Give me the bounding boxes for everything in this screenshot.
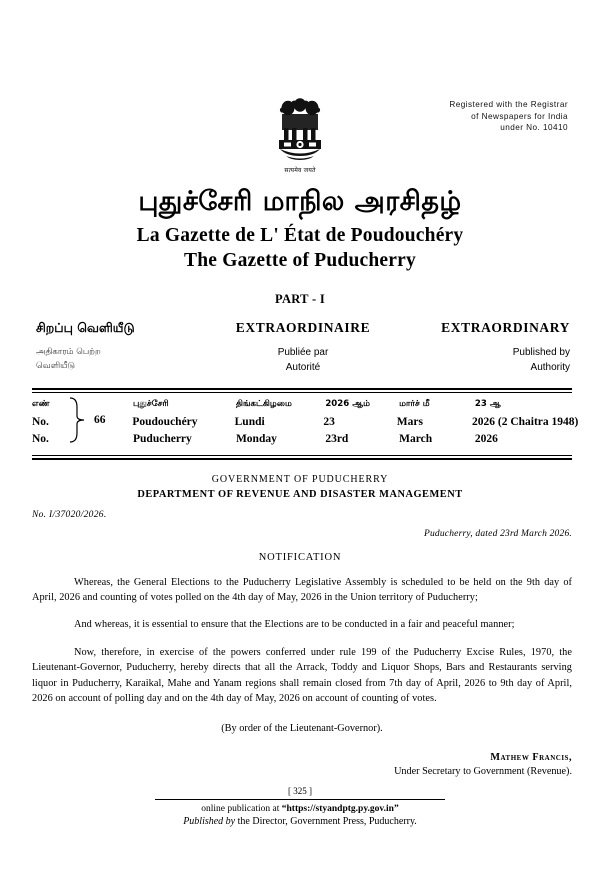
published-by-row [0, 346, 600, 375]
published-by-english-line2: Authority [530, 361, 570, 373]
published-by-italic: Published by [183, 815, 236, 827]
issue-label-french: No. [32, 415, 49, 428]
published-by-tamil [36, 346, 214, 375]
published-by-english [392, 346, 570, 375]
issue-row-french [32, 413, 579, 433]
issue-date-grid [32, 393, 579, 455]
ashoka-lion-capital-icon [274, 96, 326, 180]
datebox-bottom-rule [32, 455, 572, 460]
government-heading: GOVERNMENT OF PUDUCHERRY [211, 473, 389, 485]
extraordinary-row [0, 320, 600, 337]
online-publication-prefix: online publication at [201, 803, 282, 814]
published-by-english-line1: Published by [512, 347, 570, 359]
issue-number: 66 [94, 413, 106, 426]
registrar-line-2: of Newspapers for India [471, 111, 568, 121]
extraordinary-french: EXTRAORDINAIRE [235, 320, 371, 336]
signatory-name: Mathew Francis, [490, 751, 572, 763]
issue-date-french: 23 [323, 415, 335, 428]
gazette-title-english: The Gazette of Puducherry [184, 250, 416, 272]
issue-row-tamil [32, 399, 572, 416]
by-order-line: (By order of the Lieutenant-Governor). [221, 722, 383, 734]
issue-date-tamil: 2026 ஆம் [325, 398, 371, 409]
issue-day-french: Lundi [234, 415, 265, 428]
issue-place-english: Puducherry [133, 432, 192, 445]
page-number: [ 325 ] [288, 785, 312, 796]
issue-date-box [32, 388, 579, 459]
issue-row-english [32, 433, 572, 450]
extraordinary-english: EXTRAORDINARY [441, 320, 570, 336]
published-by-french-line2: Autorité [285, 361, 321, 373]
published-by-tamil-line1: அதிகாரம் பெற்ற [36, 347, 101, 358]
part-label: PART - I [274, 292, 326, 307]
signature-block [0, 752, 572, 777]
registrar-line-3: under No. 10410 [500, 123, 568, 133]
body-paragraph-2: And whereas, it is essential to ensure that the Elections are to be conducted in a fair and peaceful manner; [74, 619, 515, 631]
file-number: No. I/37020/2026. [32, 509, 107, 520]
registrar-note [449, 99, 568, 134]
registrar-line-1: Registered with the Registrar [449, 100, 568, 109]
published-by-french-line1: Publiée par [277, 347, 329, 359]
department-heading: DEPARTMENT OF REVENUE AND DISASTER MANAGEMENT [137, 488, 463, 500]
issue-label-tamil: எண் [32, 398, 50, 409]
issue-month-tamil: மார்ச் மீ [399, 398, 430, 409]
footer-divider [155, 799, 445, 800]
issue-day-tamil: திங்கட்கிழமை [235, 398, 292, 409]
published-by-line [0, 816, 600, 827]
issue-month-french: Mars [396, 415, 423, 428]
published-by-rest: the Director, Government Press, Puducherry. [235, 815, 417, 827]
gazette-title-tamil: புதுச்சேரி மாநில அரசிதழ் [138, 186, 462, 217]
emblem-motto: सत्यमेव जयते [284, 167, 316, 174]
footer-block [0, 804, 600, 827]
body-paragraph-3: Now, therefore, in exercise of the powers conferred under rule 199 of the Puducherry Excise Rules, 1970, the Lieutenant-Governor, Puducherry, hereby directs that all the Arrack, Toddy and Liquor Shops, Bars and Restaurants serving liquor in Puducherry, Karaikal, Mahe and Yanam regions shall remain closed from 7th day of April, 2026 to 9th day of April, 2026 on account of polling day and on the 4th day of May, 2026 on account of counting of votes. [32, 646, 572, 705]
published-by-french [214, 346, 392, 375]
issue-year-tamil: 23 ஆ [474, 398, 501, 409]
signatory-designation: Under Secretary to Government (Revenue). [394, 765, 572, 777]
issue-place-tamil: புதுச்சேரி [133, 398, 169, 409]
issue-month-english: March [399, 432, 433, 445]
notification-title: NOTIFICATION [258, 551, 342, 563]
extraordinary-tamil: சிறப்பு வெளியீடு [36, 320, 135, 336]
place-and-date: Puducherry, dated 23rd March 2026. [423, 528, 572, 539]
issue-day-english: Monday [235, 432, 277, 445]
body-paragraph-1: Whereas, the General Elections to the Puducherry Legislative Assembly is scheduled to be held on the 9th day of April, 2026 and counting of votes polled on the 4th day of May, 2026 in the Union territory of Puducherry; [32, 576, 572, 603]
masthead [0, 0, 600, 307]
issue-year-french: 2026 (2 Chaitra 1948) [472, 415, 579, 428]
online-publication-line [0, 804, 600, 814]
notification-body [32, 575, 572, 734]
issue-place-french: Poudouchéry [132, 415, 198, 428]
issue-year-english: 2026 [474, 432, 498, 445]
online-publication-url[interactable]: “https://styandptg.py.gov.in” [281, 803, 399, 814]
issue-label-english: No. [32, 432, 49, 445]
published-by-tamil-line2: வெளியீடு [36, 360, 76, 371]
issue-date-english: 23rd [325, 432, 349, 445]
gazette-title-french: La Gazette de L' État de Poudouchéry [136, 225, 464, 247]
